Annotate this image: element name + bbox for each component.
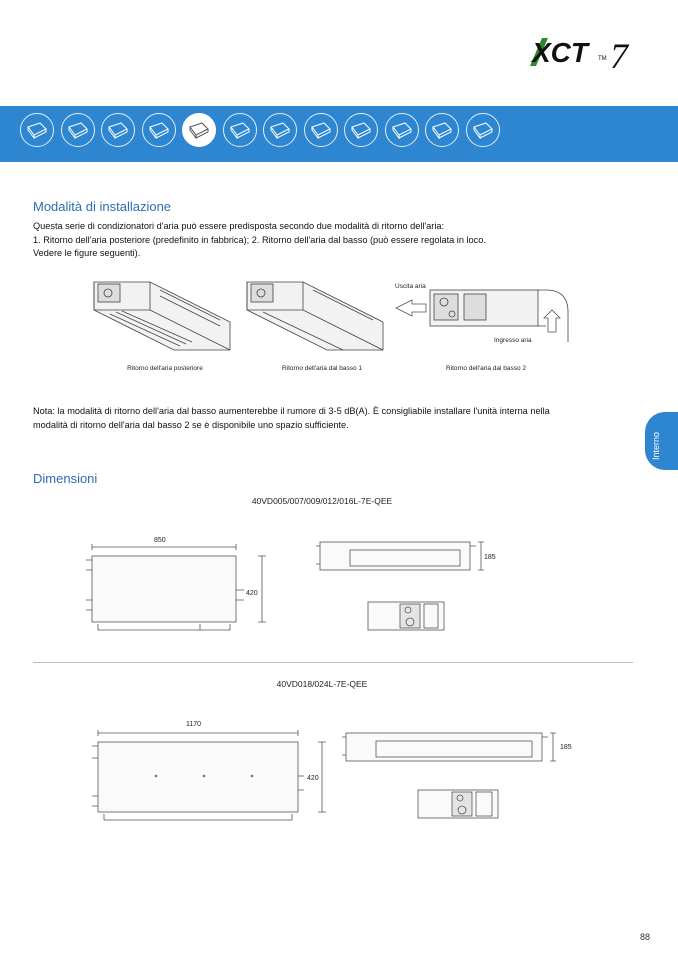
model-2-height: 185 [560, 744, 572, 751]
wall-icon[interactable] [425, 113, 459, 147]
duct-icon[interactable] [263, 113, 297, 147]
model-2-front-view [340, 729, 570, 769]
cassette-icon[interactable] [20, 113, 54, 147]
model-2-side-view [412, 786, 512, 822]
intro-line-2: 1. Ritorno dell'aria posteriore (predefinito in fabbrica); 2. Ritorno dell'aria dal basso (può essere regolata in loco. [33, 234, 486, 245]
dimensions-title: Dimensioni [33, 471, 98, 486]
rear-return-illustration [90, 276, 240, 356]
cassette-icon[interactable] [61, 113, 95, 147]
intro-line-1: Questa serie di condizionatori d'aria può essere predisposta secondo due modalità di ritorno dell'aria: [33, 221, 445, 231]
model-1-side-view [362, 598, 462, 634]
intro-line-3: Vedere le figure seguenti). [33, 248, 141, 258]
console-icon[interactable] [344, 113, 378, 147]
note-line-2: modalità di ritorno dell'aria dal basso 2 se è disponibile uno spazio sufficiente. [33, 419, 349, 430]
model-2-name: 40VD018/024L-7E-QEE [276, 679, 368, 689]
installation-intro [33, 220, 613, 261]
floor-ceiling-icon[interactable] [304, 113, 338, 147]
interno-side-tab[interactable] [645, 412, 678, 470]
cassette-icon[interactable] [101, 113, 135, 147]
wall-icon[interactable] [385, 113, 419, 147]
ahu-icon[interactable] [466, 113, 500, 147]
logo-tm: TM [598, 56, 607, 62]
caption-bottom-return-1: Ritorno dell'aria dal basso 1 [281, 365, 362, 372]
installation-title: Modalità di installazione [33, 199, 172, 214]
air-in-label: Ingresso aria [494, 337, 532, 344]
model-2-depth: 420 [307, 775, 319, 782]
model-2-width: 1170 [186, 721, 202, 728]
model-1-height: 185 [484, 554, 496, 561]
logo-text: XCT [532, 37, 588, 68]
air-out-label: Uscita aria [395, 283, 426, 290]
xct7-logo [528, 30, 638, 74]
model-1-depth: 420 [246, 590, 258, 597]
duct-icon[interactable] [223, 113, 257, 147]
bottom-return-1-illustration [243, 276, 393, 356]
caption-bottom-return-2: Ritorno dell'aria dal basso 2 [445, 365, 526, 372]
installation-note [33, 405, 623, 432]
model-1-front-view [314, 538, 494, 578]
page-number: 88 [640, 932, 651, 942]
model-1-name: 40VD005/007/009/012/016L-7E-QEE [251, 496, 393, 506]
model-2-top-view [86, 726, 331, 824]
bottom-return-2-illustration [392, 282, 582, 352]
logo-number: 7 [610, 36, 628, 74]
model-1-width: 850 [154, 537, 166, 544]
note-line-1: Nota: la modalità di ritorno dell'aria dal basso aumenterebbe il rumore di 3-5 dB(A). È consigliabile installare l'unità interna nella [33, 406, 550, 416]
caption-rear-return: Ritorno dell'aria posteriore [127, 365, 203, 372]
side-tab-label: Interno [651, 431, 661, 460]
duct-icon[interactable] [182, 113, 216, 147]
cassette-icon[interactable] [142, 113, 176, 147]
section-divider [33, 662, 633, 663]
